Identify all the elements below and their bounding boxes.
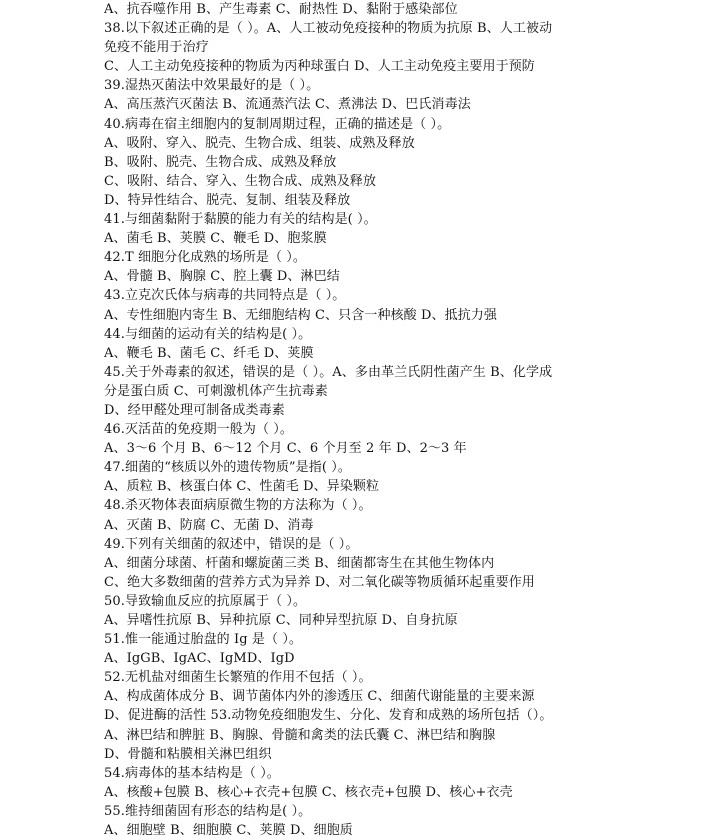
options-47: A、质粒 B、核蛋白体 C、性菌毛 D、异染颗粒 bbox=[104, 479, 380, 495]
question-47: 47.细菌的“核质以外的遗传物质”是指( ）。 bbox=[104, 460, 351, 476]
text-line: C、人工主动免疫接种的物质为丙种球蛋白 D、人工主动免疫主要用于预防 bbox=[104, 59, 535, 75]
text-line: D、经甲醛处理可制备成类毒素 bbox=[104, 402, 285, 418]
options-41: A、菌毛 B、荚膜 C、鞭毛 D、胞浆膜 bbox=[104, 231, 327, 247]
question-55: 55.维持细菌固有形态的结构是( ）。 bbox=[104, 803, 312, 819]
question-51: 51.惟一能通过胎盘的 Ig 是（ ）。 bbox=[104, 632, 303, 648]
text-line: 分是蛋白质 C、可刺激机体产生抗毒素 bbox=[104, 383, 328, 399]
options-55: A、细胞壁 B、细胞膜 C、荚膜 D、细胞质 bbox=[104, 823, 353, 839]
question-38: 38.以下叙述正确的是（ ）。A、人工被动免疫接种的物质为抗原 B、人工被动 bbox=[104, 21, 553, 37]
question-45: 45.关于外毒素的叙述，错误的是（ ）。A、多由革兰氏阴性菌产生 B、化学成 bbox=[104, 364, 553, 380]
option-40-d: D、特异性结合、脱壳、复制、组装及释放 bbox=[104, 192, 351, 208]
options-44: A、鞭毛 B、菌毛 C、纤毛 D、荚膜 bbox=[104, 345, 314, 361]
question-44: 44.与细菌的运动有关的结构是( ）。 bbox=[104, 326, 312, 342]
options-43: A、专性细胞内寄生 B、无细胞结构 C、只含一种核酸 D、抵抗力强 bbox=[104, 307, 498, 323]
options-48: A、灭菌 B、防腐 C、无菌 D、消毒 bbox=[104, 517, 314, 533]
options-54: A、核酸+包膜 B、核心+衣壳+包膜 C、核衣壳+包膜 D、核心+衣壳 bbox=[104, 784, 513, 800]
question-50: 50.导致输血反应的抗原属于（ ）。 bbox=[104, 593, 307, 609]
question-41: 41.与细菌黏附于黏膜的能力有关的结构是( ）。 bbox=[104, 212, 377, 228]
options-51: A、IgGB、IgAC、IgMD、IgD bbox=[104, 651, 295, 667]
text-line: D、骨髓和粘膜相关淋巴组织 bbox=[104, 746, 272, 762]
question-48: 48.杀灭物体表面病原微生物的方法称为（ ）。 bbox=[104, 498, 372, 514]
question-52: 52.无机盐对细菌生长繁殖的作用不包括（ ）。 bbox=[104, 670, 372, 686]
question-46: 46.灭活苗的免疫期一般为（ ）。 bbox=[104, 422, 294, 438]
options-39: A、高压蒸汽灭菌法 B、流通蒸汽法 C、煮沸法 D、巴氏消毒法 bbox=[104, 97, 471, 113]
text-line: C、绝大多数细菌的营养方式为异养 D、对二氧化碳等物质循环起重要作用 bbox=[104, 574, 535, 590]
text-line: 免疫不能用于治疗 bbox=[104, 40, 209, 56]
text-line: A、构成菌体成分 B、调节菌体内外的渗透压 C、细菌代谢能量的主要来源 bbox=[104, 689, 535, 705]
options-42: A、骨髓 B、胸腺 C、腔上囊 D、淋巴结 bbox=[104, 269, 340, 285]
options-46: A、3～6 个月 B、6～12 个月 C、6 个月至 2 年 D、2～3 年 bbox=[104, 441, 467, 457]
option-40-a: A、吸附、穿入、脱壳、生物合成、组装、成熟及释放 bbox=[104, 135, 415, 151]
options-50: A、异嗜性抗原 B、异种抗原 C、同种异型抗原 D、自身抗原 bbox=[104, 613, 458, 628]
question-54: 54.病毒体的基本结构是（ ）。 bbox=[104, 765, 280, 781]
option-40-b: B、吸附、脱壳、生物合成、成熟及释放 bbox=[104, 154, 337, 170]
question-49: 49.下列有关细菌的叙述中，错误的是（ ）。 bbox=[104, 536, 359, 552]
text-line: A、抗吞噬作用 B、产生毒素 C、耐热性 D、黏附于感染部位 bbox=[104, 2, 458, 17]
question-40: 40.病毒在宿主细胞内的复制周期过程，正确的描述是（ ）。 bbox=[104, 116, 451, 132]
text-line: D、促进酶的活性 53.动物免疫细胞发生、分化、发育和成熟的场所包括（）。 bbox=[104, 708, 553, 724]
text-line: A、细菌分球菌、杆菌和螺旋菌三类 B、细菌都寄生在其他生物体内 bbox=[104, 555, 495, 571]
option-40-c: C、吸附、结合、穿入、生物合成、成熟及释放 bbox=[104, 173, 377, 189]
question-39: 39.湿热灭菌法中效果最好的是（ ）。 bbox=[104, 78, 320, 94]
question-42: 42.T 细胞分化成熟的场所是（ ）。 bbox=[104, 250, 307, 266]
question-43: 43.立克次氏体与病毒的共同特点是（ ）。 bbox=[104, 288, 346, 304]
text-line: A、淋巴结和脾脏 B、胸腺、骨髓和禽类的法氏囊 C、淋巴结和胸腺 bbox=[104, 727, 496, 743]
